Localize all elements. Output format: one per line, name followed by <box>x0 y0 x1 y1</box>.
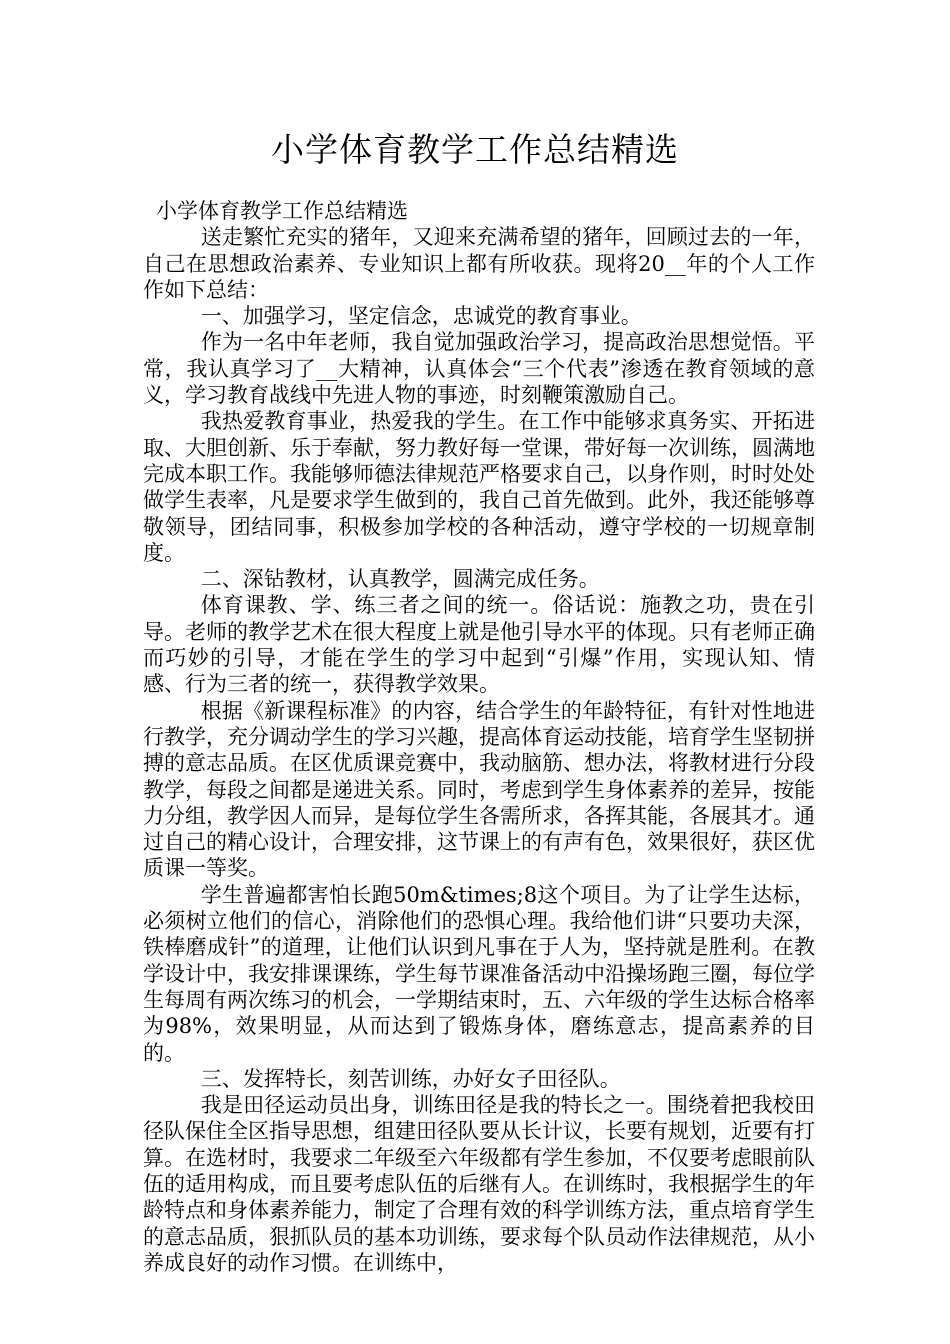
paragraph: 我是田径运动员出身，训练田径是我的特长之一。围绕着把我校田径队保住全区指导思想，组建田径队要从长计议，长要有规划，近要有打算。在选材时，我要求二年级至六年级都有学生参加，不仅要考虑眼前队伍的适用构成，而且要考虑队伍的后继有人。在训练时，我根据学生的年龄特点和身体素养能力，制定了合理有效的科学训练方法，重点培育学生的意志品质，狠抓队员的基本功训练，要求每个队员动作法律规范，从小养成良好的动作习惯。在训练中， <box>143 1093 815 1275</box>
section-heading-2: 二、深钻教材，认真教学，圆满完成任务。 <box>200 567 600 592</box>
document-subtitle: 小学体育教学工作总结精选 <box>156 199 408 223</box>
document-body <box>143 198 815 1276</box>
paragraph: 作为一名中年老师，我自觉加强政治学习，提高政治思想觉悟。平常，我认真学习了__大精神，认真体会“三个代表”渗透在教育领域的意义，学习教育战线中先进人物的事迹，时刻鞭策激励自己。 <box>143 330 815 408</box>
document-title: 小学体育教学工作总结精选 <box>271 130 679 169</box>
paragraph: 我热爱教育事业，热爱我的学生。在工作中能够求真务实、开拓进取、大胆创新、乐于奉献，努力教好每一堂课，带好每一次训练，圆满地完成本职工作。我能够师德法律规范严格要求自己，以身作则，时时处处做学生表率，凡是要求学生做到的，我自己首先做到。此外，我还能够尊敬领导，团结同事，积极参加学校的各种活动，遵守学校的一切规章制度。 <box>143 409 815 565</box>
paragraph: 体育课教、学、练三者之间的统一。俗话说：施教之功，贵在引导。老师的教学艺术在很大程度上就是他引导水平的体现。只有老师正确而巧妙的引导，才能在学生的学习中起到“引爆”作用，实现认知、情感、行为三者的统一，获得教学效果。 <box>143 593 815 697</box>
section-heading-3: 三、发挥特长，刻苦训练，办好女子田径队。 <box>200 1066 621 1091</box>
paragraph: 根据《新课程标准》的内容，结合学生的年龄特征，有针对性地进行教学，充分调动学生的学习兴趣，提高体育运动技能，培育学生坚韧拼搏的意志品质。在区优质课竞赛中，我动脑筋、想办法，将教材进行分段教学，每段之间都是递进关系。同时，考虑到学生身体素养的差异，按能力分组，教学因人而异，是每位学生各需所求，各挥其能，各展其才。通过自己的精心设计，合理安排，这节课上的有声有色，效果很好，获区优质课一等奖。 <box>143 698 815 881</box>
paragraph: 学生普遍都害怕长跑50m&times;8这个项目。为了让学生达标，必须树立他们的信心，消除他们的恐惧心理。我给他们讲“只要功夫深，铁棒磨成针”的道理，让他们认识到凡事在于人为，坚持就是胜利。在教学设计中，我安排课课练，学生每节课准备活动中沿操场跑三圈，每位学生每周有两次练习的机会，一学期结束时，五、六年级的学生达标合格率为98%，效果明显，从而达到了锻炼身体，磨练意志，提高素养的目的。 <box>143 882 815 1065</box>
paragraph-intro: 送走繁忙充实的猪年，又迎来充满希望的猪年，回顾过去的一年，自己在思想政治素养、专业知识上都有所收获。现将20__年的个人工作作如下总结： <box>143 225 815 302</box>
section-heading-1: 一、加强学习，坚定信念，忠诚党的教育事业。 <box>200 304 642 329</box>
